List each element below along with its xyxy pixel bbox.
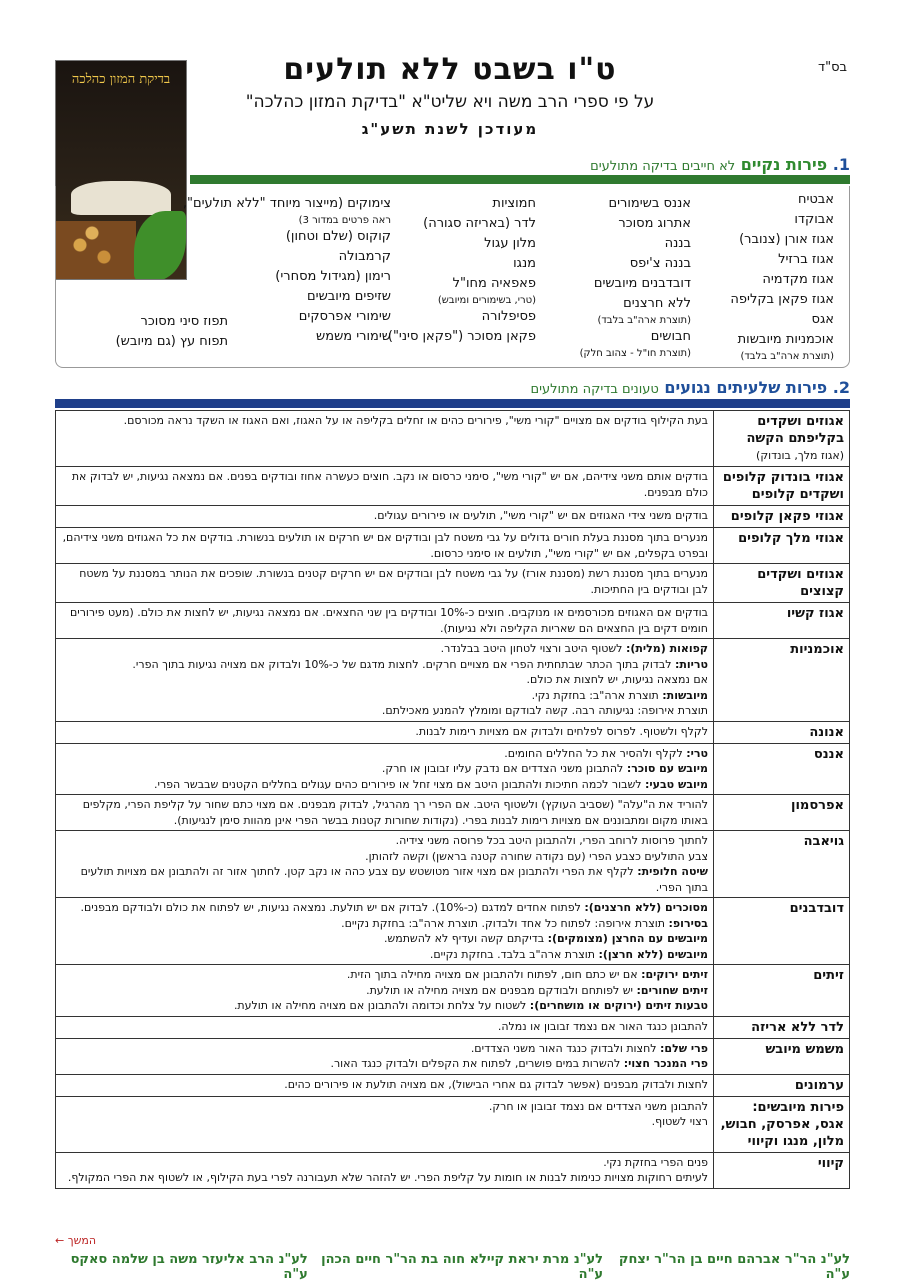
instructions-cell <box>56 467 714 506</box>
clean-fruit-item: תפוח עץ (גם מיובש) <box>115 334 228 349</box>
instructions-cell <box>56 1152 714 1188</box>
fruit-name: גויאבה <box>803 834 844 849</box>
clean-fruit-item: קרמבולה <box>338 249 391 264</box>
clean-fruit-item: דובדבנים מיובשים <box>593 276 691 291</box>
section1-note: לא חייבים בדיקה מתולעים <box>590 159 736 174</box>
table-row <box>56 831 850 898</box>
fruit-name: אפרסמון <box>790 798 844 813</box>
fruit-name-cell <box>714 1038 850 1074</box>
instructions-cell <box>56 898 714 965</box>
instruction-label: זיתים ירוקים: <box>641 968 708 981</box>
instruction-text: תוצרת ארה"ב בלבד. בחזקת נקיים. <box>429 947 595 961</box>
instruction-text: אם נמצאה נגיעות, יש לחצות את כולם. <box>526 673 708 686</box>
fruit-name: אגוז קשיו <box>786 606 844 621</box>
fruit-name: אגוזי פקאן קלופים <box>730 509 844 524</box>
instruction-line <box>61 724 708 740</box>
instruction-line <box>61 469 708 500</box>
table-row <box>56 411 850 467</box>
instruction-label: מיובשות: <box>662 688 708 702</box>
table-row <box>56 528 850 564</box>
instructions-cell <box>56 564 714 603</box>
fruit-name-cell <box>714 898 850 965</box>
clean-fruit-item: אבוקדו <box>794 212 834 227</box>
clean-fruit-item: לדר (באריזה סגורה) <box>423 216 536 231</box>
fruit-name-cell <box>714 603 850 639</box>
bsd-mark: בס"ד <box>818 60 848 75</box>
fruit-name: קיווי <box>817 1155 844 1171</box>
fruit-name: אנונה <box>809 724 844 740</box>
fruit-name: פירות מיובשים: <box>752 1099 844 1115</box>
instruction-text: להוריד את ה"עלה" (שסביב העוקץ) ולשטוף היטב. אם הפרי רך מהרגיל, לבדוק מבפנים. אם מצוי כתם שחור על קליפת הפרי, מקלפים באותו מקום ומתבוננים אם מצויות רימות לבנות בפרי. (נקודות שחורות קטנות בבשר הפרי אינן מהוות סימן לנגיעות). <box>82 798 708 827</box>
clean-fruit-item: חמוציות <box>492 196 536 211</box>
instruction-line <box>61 1019 708 1035</box>
instruction-text: בודקים אותם משני צידיהם, אם יש "קורי משי", סימני כרסום או נקב. חוצים כעשרה אחוז ובודקים בפנים. אם נמצאה נגיעות, יש לבדוק את כולם מבפנים. <box>71 470 708 499</box>
instruction-text: תוצרת ארה"ב: בחזקת נקי. <box>531 688 659 702</box>
instruction-text: לקלף ולהסיר את כל החללים החומים. <box>504 746 683 760</box>
instruction-label: מיובשים עם החרצן (מצומקים): <box>547 932 708 945</box>
dedication: לע"נ הרב אליעזר משה בן שלמה סאקס ע"ה <box>70 1252 308 1282</box>
instruction-text: תוצרת אירופה: לפתוח כל אחד ולבדוק. תוצרת ארה"ב: בחזקת נקיים. <box>341 916 666 930</box>
instruction-label: מיובש טבעי: <box>645 777 708 791</box>
fruit-name: אגוזים ושקדים בקליפתם הקשה <box>746 414 844 446</box>
table-row <box>56 965 850 1017</box>
fruit-subname: (אגוז מלך, בונדוק) <box>756 449 844 462</box>
fruit-name: אגוזי בונדוק קלופים ושקדים קלופים <box>722 470 844 502</box>
instruction-text: לבדוק בתוך הכתר שבתחתית הפרי אם מצויים חרקים. לחצות מדגם של כ-10% ולבדוק אם מצויה נגיעות בתוך הפרי. <box>132 657 672 671</box>
clean-fruit-item: אגוז אורן (צנובר) <box>739 232 834 247</box>
fruit-name: אגוזי מלך קלופים <box>738 531 844 546</box>
instruction-label: מיובשים (ללא חרצן): <box>598 947 708 961</box>
fruit-name-cell <box>714 795 850 831</box>
instructions-cell <box>56 721 714 743</box>
instruction-line <box>61 1170 708 1186</box>
fruit-name: זיתים <box>813 968 844 983</box>
instructions-cell <box>56 506 714 528</box>
instruction-line <box>61 947 708 963</box>
instruction-line <box>61 797 708 828</box>
clean-fruit-item: (תוצרת ארה"ב בלבד) <box>740 351 834 362</box>
instruction-label: בסירופ: <box>668 916 708 930</box>
continued-label: המשך <box>67 1234 97 1247</box>
clean-fruit-item: (טרי, בשימורים ומיובש) <box>437 295 536 306</box>
instruction-label: פרי שלם: <box>660 1041 708 1055</box>
instruction-text: רצוי לשטוף. <box>651 1115 708 1128</box>
instruction-line <box>61 746 708 762</box>
instruction-text: בודקים אם האגוזים מכורסמים או מנוקבים. חוצים כ-10% ובודקים בין שני החצאים. אם נמצאה נגיעות, יש לחצות את כולם. (מעט פירורים חומים דקים בין החצאים הם שאריות הקליפה ולא נגיעות). <box>69 606 708 635</box>
instruction-text: לקלף ולשטוף. לפרוס לפלחים ולבדוק אם מצויות רימות לבנות. <box>415 724 708 738</box>
clean-fruit-item: בננה <box>664 236 691 251</box>
fruit-name-cell <box>714 506 850 528</box>
table-row <box>56 639 850 722</box>
table-row <box>56 795 850 831</box>
fruit-name-cell <box>714 411 850 467</box>
instruction-label: מיובש עם סוכר: <box>626 762 708 775</box>
instructions-cell <box>56 1016 714 1038</box>
instruction-line <box>61 1077 708 1093</box>
fruit-name-cell <box>714 965 850 1017</box>
instruction-line <box>61 672 708 688</box>
updated-year: מעודכן לשנת תשע"ג <box>361 120 539 138</box>
table-row <box>56 1096 850 1152</box>
instruction-label: זיתים שחורים: <box>636 983 708 997</box>
table-row <box>56 1038 850 1074</box>
fruit-name-cell <box>714 1074 850 1096</box>
section2-note: טעונים בדיקה מתולעים <box>530 382 659 397</box>
fruit-name-cell <box>714 721 850 743</box>
fruit-name: אוכמניות <box>790 642 844 657</box>
fruit-name-cell <box>714 528 850 564</box>
instruction-text: לחצות ולבדוק מבפנים (אפשר לבדוק גם אחרי הבישול), אם מצויה תולעת או פירורים כהים. <box>284 1077 708 1091</box>
instruction-text: לפתוח אחדים למדגם (כ-10%). לבדוק אם יש תולעת. נמצאה נגיעות, יש לפתוח את כולם ולבודקם מבפנים. <box>80 901 581 914</box>
section2-header <box>531 378 851 397</box>
instruction-line <box>61 1041 708 1057</box>
instruction-line <box>61 998 708 1014</box>
instruction-text: יש לפותחם ולבודקם מבפנים אם מצויה מחילה או תולעת. <box>366 983 634 997</box>
section2-title: פירות שלעיתים נגועים <box>664 378 828 397</box>
clean-fruit-item: (תוצרת חו"ל - צהוב חלק) <box>579 348 691 359</box>
instruction-line <box>61 833 708 849</box>
clean-fruit-item: ללא חרצנים <box>623 296 691 311</box>
instruction-line <box>61 916 708 932</box>
fruit-name-cell <box>714 564 850 603</box>
instruction-line <box>61 849 708 865</box>
instruction-text: לחתוך פרוסות לרוחב הפרי, ולהתבונן היטב בכל פרוסה משני צידיה. <box>395 834 708 847</box>
fruit-name-cell <box>714 1152 850 1188</box>
instruction-line <box>61 761 708 777</box>
fruit-name: משמש מיובש <box>765 1041 844 1057</box>
instruction-line <box>61 605 708 636</box>
instruction-text: להתבונן משני הצדדים אם נצמד זבובון או חרק. <box>488 1099 708 1113</box>
instructions-cell <box>56 639 714 722</box>
instruction-text: להשרות במים פושרים, לפתוח את הקפלים ולבדוק כנגד האור. <box>330 1057 621 1070</box>
instruction-line <box>61 967 708 983</box>
instruction-line <box>61 983 708 999</box>
clean-fruit-item: פסיפלורה <box>481 309 536 324</box>
instruction-line <box>61 864 708 895</box>
clean-fruit-item: שימורי משמש <box>316 329 391 344</box>
clean-fruit-item: שימורי אפרסקים <box>298 309 391 324</box>
clean-fruit-item: אגוז מקדמיה <box>762 272 834 287</box>
instruction-line <box>61 688 708 704</box>
instruction-text: בעת הקילוף בודקים אם מצויים "קורי משי", פירורים כהים או זחלים בקליפה או על האגוז, ואם האגוז או השקד נראה מכורסם. <box>123 414 708 427</box>
clean-fruit-item: אתרוג מסוכר <box>618 216 691 231</box>
instruction-line <box>61 1155 708 1171</box>
section1-number: 1. <box>832 155 850 174</box>
instruction-line <box>61 703 708 719</box>
clean-fruit-item: מנגו <box>513 256 536 271</box>
fruit-name-cell <box>714 1016 850 1038</box>
arrow-left-icon: ← <box>55 1234 65 1247</box>
instructions-cell <box>56 411 714 467</box>
fruit-name-cell <box>714 743 850 795</box>
clean-fruits-col2 <box>580 194 691 360</box>
instructions-cell <box>56 965 714 1017</box>
instruction-label: טבעות זיתים (ירוקים או מושחרים): <box>529 999 708 1012</box>
page-subtitle: על פי ספרי הרב משה ויא שליט"א "בדיקת המזון כהלכה" <box>245 92 655 112</box>
continued-note <box>55 1234 96 1247</box>
section1-bar <box>190 175 850 184</box>
book-cover-title: בדיקת המזון כהלכה <box>71 72 171 87</box>
instruction-line <box>61 1056 708 1072</box>
fruit-name: דובדבנים <box>789 901 844 916</box>
instruction-text: בודקים משני צידי האגוזים אם יש "קורי משי", תולעים או פירורים עגולים. <box>373 509 708 522</box>
fruit-name-cell <box>714 831 850 898</box>
table-row <box>56 1152 850 1188</box>
table-row <box>56 564 850 603</box>
instruction-text: מנערים בתוך מסננת בעלת חורים גדולים על גבי משטח לבן ובודקים אם יש חרקים או תולעים בנשורת. בודקים את כל האגוזים משני צידיהם, ובפרט בקפלים, אם יש "קורי משי", תולעים או סימני כרסום. <box>62 531 708 560</box>
instructions-cell <box>56 1038 714 1074</box>
dedications <box>55 1252 850 1282</box>
table-row <box>56 743 850 795</box>
clean-fruit-item: בננה צ'יפס <box>629 256 691 271</box>
page-title: ט"ו בשבט ללא תולעים <box>283 52 617 87</box>
instruction-line <box>61 900 708 916</box>
instructions-cell <box>56 743 714 795</box>
instruction-line <box>61 530 708 561</box>
instruction-text: מנערים בתוך מסננת רשת (מסננת אורז) על גבי משטח לבן ובודקים אם יש חרקים קטנים בנשורת. שופכים את הנותר במסננת על משטח לבן ובודקים בין החתיכות. <box>79 567 708 596</box>
instructions-cell <box>56 1074 714 1096</box>
fruit-name-cell <box>714 467 850 506</box>
instructions-cell <box>56 831 714 898</box>
instruction-text: להתבונן כנגד האור אם נצמד זבובון או נמלה. <box>497 1019 708 1033</box>
dedication: לע"נ הר"ר אברהם חיים בן הר"ר יצחק ע"ה <box>618 1252 850 1282</box>
instruction-label: מסוכרים (ללא חרצנים): <box>584 901 708 914</box>
infested-fruits-table <box>55 410 850 1189</box>
instruction-text: לחצות ולבדוק כנגד האור משני הצדדים. <box>470 1041 657 1055</box>
instruction-label: טריות: <box>674 657 708 671</box>
instruction-text: צבע התולעים כצבע הפרי (עם נקודה שחורה קטנה בראשן) וקשה לזהותן. <box>365 849 708 863</box>
clean-fruit-item: אוכמניות מיובשות <box>737 332 834 347</box>
clean-fruit-item: רימון (מגידול מסחרי) <box>275 269 391 284</box>
instruction-text: לקלף את הפרי ולהתבונן אם מצוי אזור מטושטש עם צבע כהה או נקב קטן. לחתוך אזור זה ולהתבונן אם מצויות תולעים בתוך הפרי. <box>80 865 708 894</box>
clean-fruit-item: ראה פרטים במדור 3) <box>298 215 391 226</box>
instruction-line <box>61 1099 708 1115</box>
table-row <box>56 467 850 506</box>
instruction-label: פרי המנכר חצוי: <box>623 1057 708 1070</box>
instructions-cell <box>56 528 714 564</box>
instruction-line <box>61 413 708 429</box>
clean-fruits-col3 <box>388 194 536 347</box>
table-row <box>56 603 850 639</box>
table-row <box>56 898 850 965</box>
clean-fruit-item: (תוצרת ארה"ב בלבד) <box>597 315 691 326</box>
fruit-name-cell <box>714 639 850 722</box>
instruction-text: לשטוח על צלחת וכדומה ולהתבונן אם מצויה מחילה או תולעת. <box>233 999 527 1012</box>
instruction-line <box>61 641 708 657</box>
instruction-label: טרי: <box>686 746 708 760</box>
clean-fruit-item: פקאן מסוכר ("פקאן סיני") <box>387 329 536 344</box>
instruction-text: להתבונן משני הצדדים אם נדבק עליו זבובון או חרק. <box>381 762 624 775</box>
clean-fruit-item: אגס <box>811 312 834 327</box>
clean-fruit-item: צימוקים (מייצור מיוחד "ללא תולעים", <box>182 196 391 211</box>
instruction-text: אם יש כתם חום, לפתוח ולהתבונן אם מצויה מחילה בתוך הזית. <box>346 968 638 981</box>
section1-header <box>590 155 850 174</box>
instruction-line <box>61 931 708 947</box>
instruction-line <box>61 566 708 597</box>
table-row <box>56 1016 850 1038</box>
instruction-line <box>61 777 708 793</box>
table-row <box>56 721 850 743</box>
instruction-line <box>61 508 708 524</box>
clean-fruit-item: חבושים <box>650 329 691 344</box>
fruit-name: ערמונים <box>794 1077 844 1093</box>
clean-fruits-col5 <box>116 312 228 352</box>
clean-fruit-item: קוקוס (שלם וטחון) <box>285 229 391 244</box>
clean-fruit-item: שזיפים מיובשים <box>307 289 391 304</box>
clean-fruit-item: תפוז סיני מסוכר <box>140 314 228 329</box>
clean-fruit-item: אבטיח <box>797 192 834 207</box>
clean-fruit-item: אננס בשימורים <box>608 196 691 211</box>
instruction-line <box>61 1114 708 1130</box>
fruit-name: אגוזים ושקדים קצוצים <box>757 567 844 599</box>
instruction-text: לעיתים רחוקות מצויות כנימות לבנות או חומות על קליפת הפרי. יש להזהר שלא תעבורנה לפרי בעת הקילוף, או לשטוף את הפרי המקולף. <box>67 1171 708 1184</box>
instructions-cell <box>56 795 714 831</box>
section2-number: 2. <box>832 378 850 397</box>
instructions-cell <box>56 603 714 639</box>
table-row <box>56 1074 850 1096</box>
instruction-line <box>61 657 708 673</box>
clean-fruit-item: מלון עגול <box>484 236 536 251</box>
instruction-label: קפואות (מלית): <box>625 642 708 655</box>
instruction-text: פנים הפרי בחזקת נקי. <box>603 1155 708 1169</box>
clean-fruits-col1 <box>730 190 834 363</box>
section1-title: פירות נקיים <box>740 155 828 174</box>
instruction-text: לשבור לכמה חתיכות ולהתבונן היטב אם מצוי זחל או פירורים כהים עגולים בחללים הקטנים שבבשר הפרי. <box>154 777 642 791</box>
dedication: לע"נ מרת יראת קיילא חוה בת הר"ר חיים הכהן ע"ה <box>321 1252 604 1282</box>
clean-fruit-item: פאפאיה מחו"ל <box>452 276 536 291</box>
instruction-text: בדיקתם קשה ועדיף לא להשתמש. <box>383 932 545 945</box>
table-row <box>56 506 850 528</box>
clean-fruit-item: אגוז ברזיל <box>778 252 834 267</box>
section2-bar <box>55 399 850 408</box>
fruit-subname: אגס, אפרסק, חבוש, מלון, מנגו וקיווי <box>720 1116 844 1149</box>
clean-fruit-item: אגוז פקאן בקליפה <box>730 292 834 307</box>
instruction-text: לשטוף היטב ורצוי לטחון היטב בבלנדר. <box>440 642 623 655</box>
fruit-name: לדר ללא אריזה <box>751 1019 844 1035</box>
fruit-name-cell <box>714 1096 850 1152</box>
instructions-cell <box>56 1096 714 1152</box>
fruit-name: אננס <box>813 746 844 762</box>
instruction-label: שיטה חלופית: <box>637 865 708 878</box>
instruction-text: תוצרת אירופה: נגיעותה רבה. קשה לבודקם ומומלץ להמנע מאכילתם. <box>381 704 708 717</box>
